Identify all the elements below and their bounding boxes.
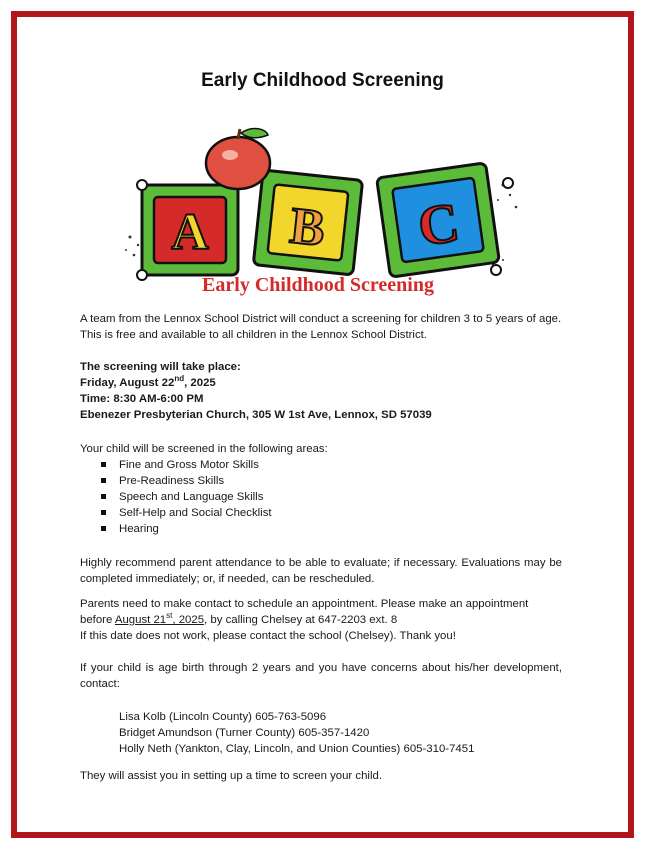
contact-yankton: Holly Neth (Yankton, Clay, Lincoln, and Union Counties) 605-310-7451 xyxy=(119,743,475,755)
square-bullet-icon xyxy=(101,510,106,515)
block-a xyxy=(137,180,238,280)
logo-banner-text: Early Childhood Screening xyxy=(202,274,434,296)
event-date: Friday, August 22nd, 2025 xyxy=(80,374,216,389)
infant-note: If your child is age birth through 2 years and you have concerns about his/her development, contact: xyxy=(80,662,562,690)
list-item: Speech and Language Skills xyxy=(80,489,562,505)
event-location: Ebenezer Presbyterian Church, 305 W 1st Ave, Lennox, SD 57039 xyxy=(80,409,432,421)
square-bullet-icon xyxy=(101,462,106,467)
contacts-list xyxy=(80,709,601,757)
appointment-deadline: August 21st, 2025 xyxy=(114,611,205,626)
list-item: Hearing xyxy=(80,521,562,537)
square-bullet-icon xyxy=(101,494,106,499)
block-c xyxy=(377,163,513,277)
attendance-paragraph: Highly recommend parent attendance to be able to evaluate; if necessary. Evaluations may be completed immediately; or, if needed, can be rescheduled. xyxy=(80,557,562,585)
square-bullet-icon xyxy=(101,526,106,531)
appointment-line-1: Parents need to make contact to schedule an appointment. Please make an appointment xyxy=(80,598,529,610)
screening-areas xyxy=(80,441,562,537)
contact-turner: Bridget Amundson (Turner County) 605-357-1420 xyxy=(119,727,370,739)
list-item: Pre-Readiness Skills xyxy=(80,473,562,489)
event-time: Time: 8:30 AM-6:00 PM xyxy=(80,393,204,405)
block-letter-b: B xyxy=(287,197,328,258)
appointment-line-3: If this date does not work, please contact the school (Chelsey). Thank you! xyxy=(80,630,456,642)
event-details xyxy=(80,359,562,423)
list-item: Fine and Gross Motor Skills xyxy=(80,457,562,473)
block-b xyxy=(253,170,362,275)
page-title: Early Childhood Screening xyxy=(201,70,444,91)
areas-heading: Your child will be screened in the following areas: xyxy=(80,443,328,455)
areas-list xyxy=(80,457,562,537)
event-heading: The screening will take place: xyxy=(80,361,241,373)
block-letter-c: C xyxy=(414,191,464,259)
closing-line: They will assist you in setting up a time to screen your child. xyxy=(80,770,382,782)
abc-blocks-illustration xyxy=(108,125,528,300)
contact-lincoln: Lisa Kolb (Lincoln County) 605-763-5096 xyxy=(119,711,327,723)
apple-icon xyxy=(206,129,270,189)
square-bullet-icon xyxy=(101,478,106,483)
block-letter-a: A xyxy=(171,204,209,261)
intro-paragraph: A team from the Lennox School District will conduct a screening for children 3 to 5 years of age. This is free and available to all children in the Lennox School District. xyxy=(80,313,562,341)
appointment-paragraph xyxy=(80,596,562,644)
list-item: Self-Help and Social Checklist xyxy=(80,505,562,521)
appointment-line-2: before August 21st, 2025, by calling Chelsey at 647-2203 ext. 8 xyxy=(80,611,398,626)
